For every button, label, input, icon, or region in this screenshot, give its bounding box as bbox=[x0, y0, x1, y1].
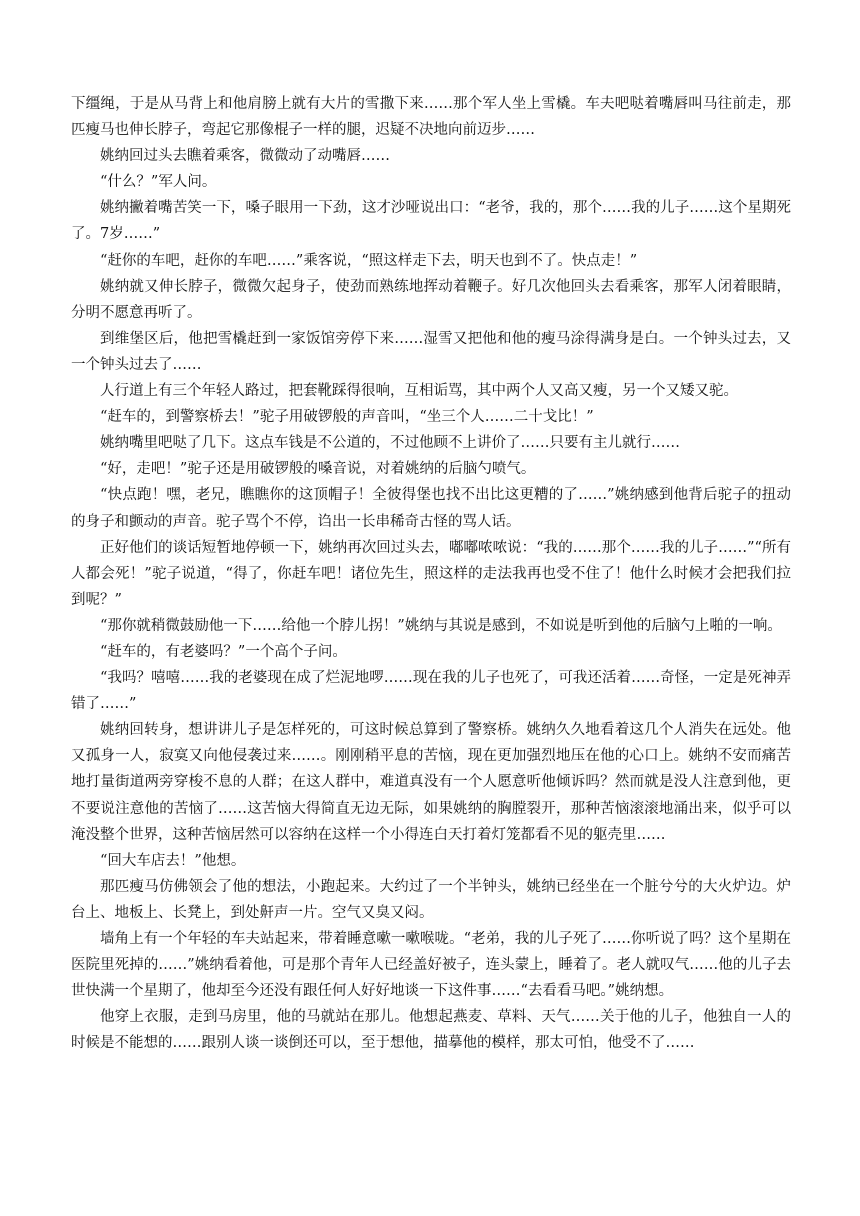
paragraph: 姚纳嘴里吧哒了几下。这点车钱是不公道的，不过他顾不上讲价了……只要有主儿就行…… bbox=[100, 435, 680, 452]
paragraph: 下缰绳，于是从马背上和他肩膀上就有大片的雪撒下来……那个军人坐上雪橇。车夫吧哒着嘴唇叫马往前走，那匹瘦马也伸长脖子，弯起它那像棍子一样的腿，迟疑不决地向前迈步…… bbox=[71, 96, 791, 139]
paragraph: “回大车店去！”他想。 bbox=[100, 852, 246, 869]
paragraph: 姚纳回过头去瞧着乘客，微微动了动嘴唇…… bbox=[100, 148, 390, 165]
paragraph: 那匹瘦马仿佛领会了他的想法，小跑起来。大约过了一个半钟头，姚纳已经坐在一个脏兮兮的大火炉边。炉台上、地板上、长凳上，到处鼾声一片。空气又臭又闷。 bbox=[71, 878, 791, 921]
document-body bbox=[71, 91, 791, 1056]
paragraph: “好，走吧！”驼子还是用破锣般的嗓音说，对着姚纳的后脑勺喷气。 bbox=[100, 461, 536, 478]
paragraph: “赶你的车吧，赶你的车吧……”乘客说，“照这样走下去，明天也到不了。快点走！” bbox=[100, 252, 638, 269]
paragraph: 正好他们的谈话短暂地停顿一下，姚纳再次回过头去，嘟嘟哝哝说：“我的……那个……我的儿子……”“所有人都会死！”驼子说道，“得了，你赶车吧！诸位先生，照这样的走法我再也受不住了！他什么时候才会把我们拉到呢？” bbox=[71, 539, 791, 608]
paragraph: “那你就稍微鼓励他一下……给他一个脖儿拐！”姚纳与其说是感到，不如说是听到他的后脑勺上啪的一响。 bbox=[100, 617, 782, 634]
paragraph: “快点跑！嘿，老兄，瞧瞧你的这顶帽子！全彼得堡也找不出比这更糟的了……”姚纳感到他背后驼子的扭动的身子和颤动的声音。驼子骂个不停，诌出一长串稀奇古怪的骂人话。 bbox=[71, 487, 791, 530]
paragraph: 姚纳就又伸长脖子，微微欠起身子，使劲而熟练地挥动着鞭子。好几次他回头去看乘客，那军人闭着眼睛，分明不愿意再听了。 bbox=[71, 278, 791, 321]
paragraph: “赶车的，有老婆吗？”一个高个子问。 bbox=[100, 643, 347, 660]
paragraph: 姚纳撇着嘴苦笑一下，嗓子眼用一下劲，这才沙哑说出口：“老爷，我的，那个……我的儿子……这个星期死了。7岁……” bbox=[71, 200, 791, 243]
paragraph: 姚纳回转身，想讲讲儿子是怎样死的，可这时候总算到了警察桥。姚纳久久地看着这几个人消失在远处。他又孤身一人，寂寞又向他侵袭过来……。刚刚稍平息的苦恼，现在更加强烈地压在他的心口上。姚纳不安而痛苦地打量街道两旁穿梭不息的人群；在这人群中，难道真没有一个人愿意听他倾诉吗？然而就是没人注意到他，更不要说注意他的苦恼了……这苦恼大得简直无边无际，如果姚纳的胸膛裂开，那种苦恼滚滚地涌出来，似乎可以淹没整个世界，这种苦恼居然可以容纳在这样一个小得连白天打着灯笼都看不见的躯壳里…… bbox=[71, 722, 791, 843]
paragraph: “什么？”军人问。 bbox=[100, 174, 217, 191]
paragraph: “我吗？嘻嘻……我的老婆现在成了烂泥地啰……现在我的儿子也死了，可我还活着……奇怪，一定是死神弄错了……” bbox=[71, 670, 791, 713]
paragraph: 墙角上有一个年轻的车夫站起来，带着睡意嗽一嗽喉咙。“老弟，我的儿子死了……你听说了吗？这个星期在医院里死掉的……”姚纳看着他，可是那个青年人已经盖好被子，连头蒙上，睡着了。老人就叹气……他的儿子去世快满一个星期了，他却至今还没有跟任何人好好地谈一下这件事……“去看看马吧。”姚纳想。 bbox=[71, 931, 791, 1000]
paragraph: 到维堡区后，他把雪橇赶到一家饭馆旁停下来……湿雪又把他和他的瘦马涂得满身是白。一个钟头过去，又一个钟头过去了…… bbox=[71, 330, 791, 373]
paragraph: “赶车的，到警察桥去！”驼子用破锣般的声音叫，“坐三个人……二十戈比！” bbox=[100, 409, 594, 426]
paragraph: 他穿上衣服，走到马房里，他的马就站在那儿。他想起燕麦、草料、天气……关于他的儿子，他独自一人的时候是不能想的……跟别人谈一谈倒还可以，至于想他，描摹他的模样，那太可怕，他受不了…… bbox=[71, 1009, 791, 1052]
paragraph: 人行道上有三个年轻人路过，把套靴踩得很响，互相诟骂，其中两个人又高又瘦，另一个又矮又驼。 bbox=[100, 383, 738, 400]
